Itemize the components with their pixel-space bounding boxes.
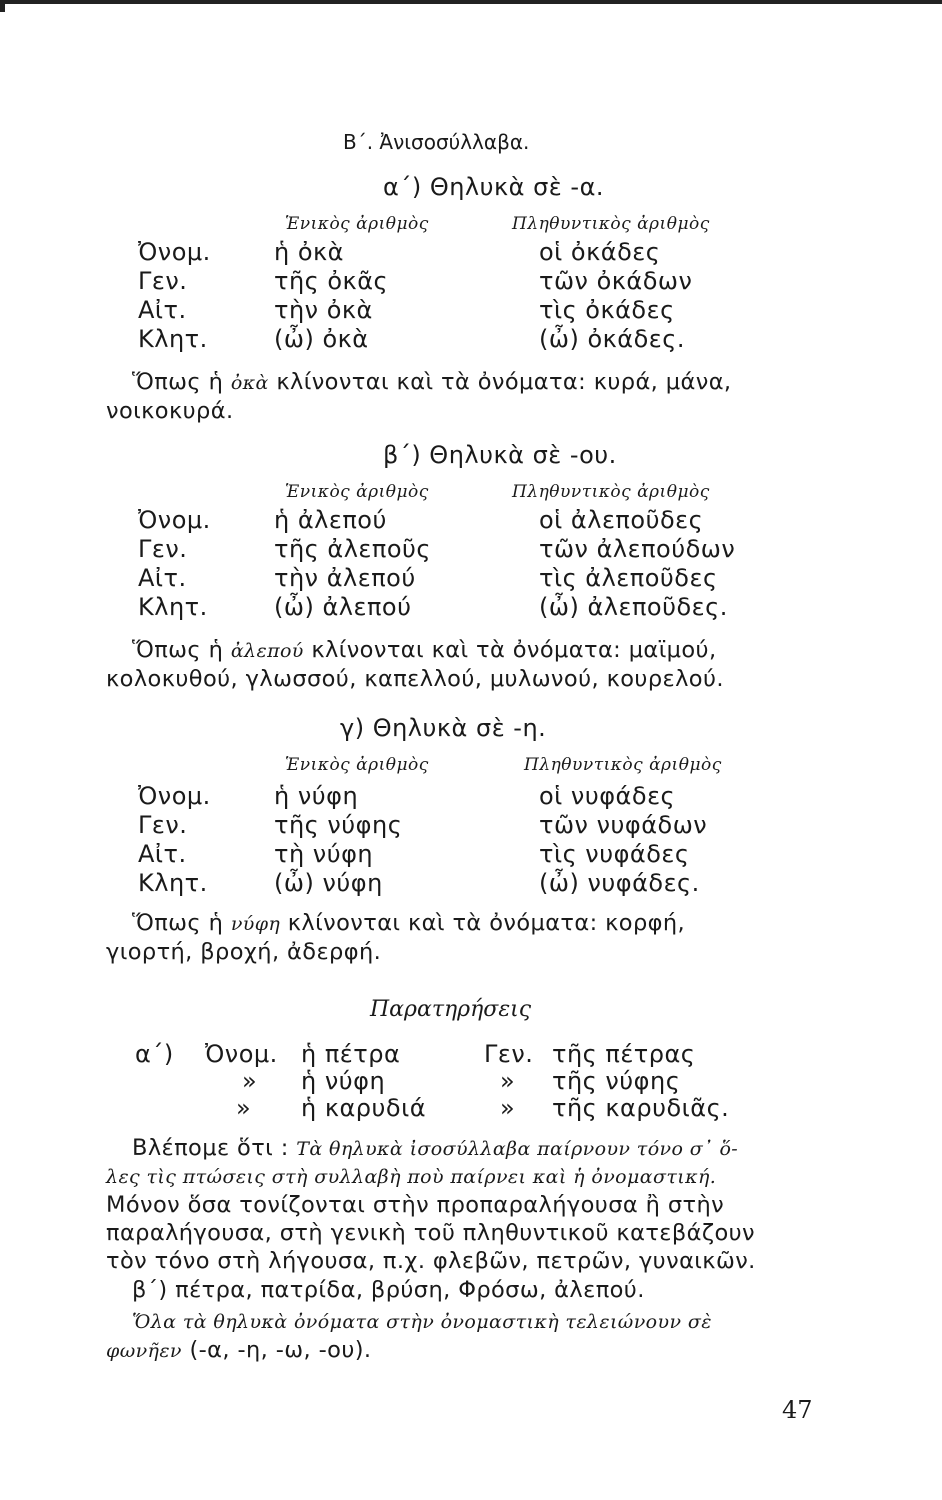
singular-form: ἡ νύφη	[274, 782, 359, 810]
singular-form: τὴ νύφη	[274, 840, 374, 868]
remarks-row	[0, 1040, 942, 1070]
rule-text-1: Τὰ θηλυκὰ ἰσοσύλλαβα παίρνουν τόνο σ᾿ ὅ-	[296, 1138, 739, 1160]
note-text: κλίνονται καὶ τὰ ὀνόματα: κυρά, μάνα,	[276, 369, 732, 395]
singular-header: Ἑνικὸς ἀριθμὸς	[285, 755, 429, 775]
table-row	[0, 506, 942, 536]
case-label: Γεν.	[138, 535, 188, 563]
singular-form: τῆς νύφης	[274, 811, 403, 839]
plural-form: οἱ ἀλεποῦδες	[539, 506, 704, 534]
table-row	[0, 811, 942, 841]
group-c-note	[106, 909, 818, 966]
case-label: Ὀνομ.	[138, 506, 211, 534]
note-text: κλίνονται καὶ τὰ ὀνόματα: μαϊμού,	[311, 637, 717, 663]
plural-form: τὶς ἀλεποῦδες	[539, 564, 718, 592]
case-label: Κλητ.	[138, 869, 208, 897]
remarks-paragraph-1	[106, 1134, 818, 1275]
plural-header: Πληθυντικὸς ἀριθμὸς	[512, 482, 710, 502]
remarks-genitive: τῆς νύφης	[552, 1067, 681, 1095]
singular-form: τὴν ὀκὰ	[274, 296, 373, 324]
remarks-nominative: ἡ νύφη	[301, 1067, 386, 1095]
vowel-endings: (-α, -η, -ω, -ου).	[189, 1337, 372, 1363]
plural-header: Πληθυντικὸς ἀριθμὸς	[512, 214, 710, 234]
remarks-case: Ὀνομ.	[205, 1040, 278, 1068]
plural-form: οἱ ὀκάδες	[539, 238, 661, 266]
paragraph-line: Μόνον ὅσα τονίζονται στὴν προπαραλήγουσα ἢ στὴν	[106, 1192, 725, 1218]
table-row	[0, 535, 942, 565]
table-row	[0, 840, 942, 870]
rule-text-3: Ὅλα τὰ θηλυκὰ ὀνόματα στὴν ὀνομαστικὴ τελειώνουν σὲ	[132, 1311, 712, 1333]
case-label: Αἰτ.	[138, 564, 187, 592]
singular-form: τῆς ἀλεποῦς	[274, 535, 431, 563]
case-label: Ὀνομ.	[138, 782, 211, 810]
table-row	[0, 325, 942, 355]
singular-form: ἡ ἀλεπού	[274, 506, 387, 534]
table-row	[0, 593, 942, 623]
paragraph-line: τὸν τόνο στὴ λήγουσα, π.χ. φλεβῶν, πετρῶν, γυναικῶν.	[106, 1248, 756, 1274]
rule-text-4: φωνῆεν	[106, 1340, 182, 1362]
note-line-2: γιορτή, βροχή, ἀδερφή.	[106, 939, 382, 965]
remarks-paragraph-2	[106, 1308, 818, 1365]
paragraph-line: παραλήγουσα, στὴ γενικὴ τοῦ πληθυντικοῦ κατεβάζουν	[106, 1220, 756, 1246]
table-row	[0, 267, 942, 297]
plural-form: τῶν ὀκάδων	[539, 267, 693, 295]
singular-header: Ἑνικὸς ἀριθμὸς	[285, 214, 429, 234]
remarks-row	[0, 1094, 942, 1124]
case-label: Γεν.	[138, 267, 188, 295]
note-example-word: ὀκὰ	[230, 372, 269, 394]
singular-form: (ὦ) νύφη	[274, 869, 383, 897]
plural-form: τῶν ἀλεπούδων	[539, 535, 736, 563]
plural-form: (ὦ) ὀκάδες.	[539, 325, 685, 353]
note-prefix: Ὅπως ἡ	[132, 637, 224, 663]
remarks-title: Παρατηρήσεις	[370, 997, 532, 1022]
note-line-2: κολοκυθού, γλωσσού, καπελλού, μυλωνού, κουρελού.	[106, 666, 724, 692]
table-row	[0, 782, 942, 812]
remarks-nominative: ἡ καρυδιά	[301, 1094, 427, 1122]
table-row	[0, 869, 942, 899]
note-line-2: νοικοκυρά.	[106, 398, 234, 424]
case-label: Κλητ.	[138, 325, 208, 353]
case-label: Ὀνομ.	[138, 238, 211, 266]
case-label: Αἰτ.	[138, 840, 187, 868]
singular-form: τὴν ἀλεπού	[274, 564, 416, 592]
singular-header: Ἑνικὸς ἀριθμὸς	[285, 482, 429, 502]
plural-header: Πληθυντικὸς ἀριθμὸς	[524, 755, 722, 775]
plural-form: τῶν νυφάδων	[539, 811, 708, 839]
plural-form: (ὦ) ἀλεποῦδες.	[539, 593, 728, 621]
plural-form: (ὦ) νυφάδες.	[539, 869, 700, 897]
singular-form: (ὦ) ὀκὰ	[274, 325, 369, 353]
group-a-note	[106, 368, 818, 425]
section-title: Β΄. Ἀνισοσύλλαβα.	[343, 130, 530, 154]
plural-form: τὶς ὀκάδες	[539, 296, 675, 324]
remarks-genitive-label: »	[500, 1094, 516, 1122]
page-number: 47	[782, 1396, 813, 1424]
table-row	[0, 238, 942, 268]
case-label: Αἰτ.	[138, 296, 187, 324]
note-example-word: νύφη	[230, 913, 281, 935]
remarks-genitive: τῆς πέτρας	[552, 1040, 696, 1068]
plural-form: οἱ νυφάδες	[539, 782, 676, 810]
singular-form: τῆς ὀκᾶς	[274, 267, 389, 295]
remarks-a-label: α΄)	[135, 1040, 174, 1068]
note-text: κλίνονται καὶ τὰ ὀνόματα: κορφή,	[287, 910, 686, 936]
note-example-word: ἀλεπού	[230, 640, 304, 662]
case-label: Κλητ.	[138, 593, 208, 621]
note-prefix: Ὅπως ἡ	[132, 369, 224, 395]
remarks-genitive: τῆς καρυδιᾶς.	[552, 1094, 730, 1122]
group-a-title: α΄) Θηλυκὰ σὲ -α.	[383, 173, 605, 201]
scan-edge-corner	[0, 0, 5, 12]
note-prefix: Ὅπως ἡ	[132, 910, 224, 936]
remarks-genitive-label: »	[500, 1067, 516, 1095]
group-c-title: γ) Θηλυκὰ σὲ -η.	[340, 714, 547, 742]
paragraph-lead: Βλέπομε ὅτι :	[132, 1135, 289, 1161]
table-row	[0, 296, 942, 326]
group-b-title: β΄) Θηλυκὰ σὲ -ου.	[383, 441, 617, 469]
remarks-case: »	[242, 1067, 258, 1095]
case-label: Γεν.	[138, 811, 188, 839]
remarks-genitive-label: Γεν.	[484, 1040, 534, 1068]
plural-form: τὶς νυφάδες	[539, 840, 690, 868]
remarks-row	[0, 1067, 942, 1097]
remarks-case: »	[236, 1094, 252, 1122]
rule-text-2: λες τὶς πτώσεις στὴ συλλαβὴ ποὺ παίρνει καὶ ἡ ὀνομαστική.	[106, 1166, 717, 1188]
table-row	[0, 564, 942, 594]
remarks-b-line: β΄) πέτρα, πατρίδα, βρύση, Φρόσω, ἀλεπού.	[132, 1277, 645, 1303]
group-b-note	[106, 636, 818, 693]
remarks-nominative: ἡ πέτρα	[301, 1040, 401, 1068]
scan-edge	[0, 0, 942, 4]
singular-form: (ὦ) ἀλεπού	[274, 593, 412, 621]
singular-form: ἡ ὀκὰ	[274, 238, 344, 266]
